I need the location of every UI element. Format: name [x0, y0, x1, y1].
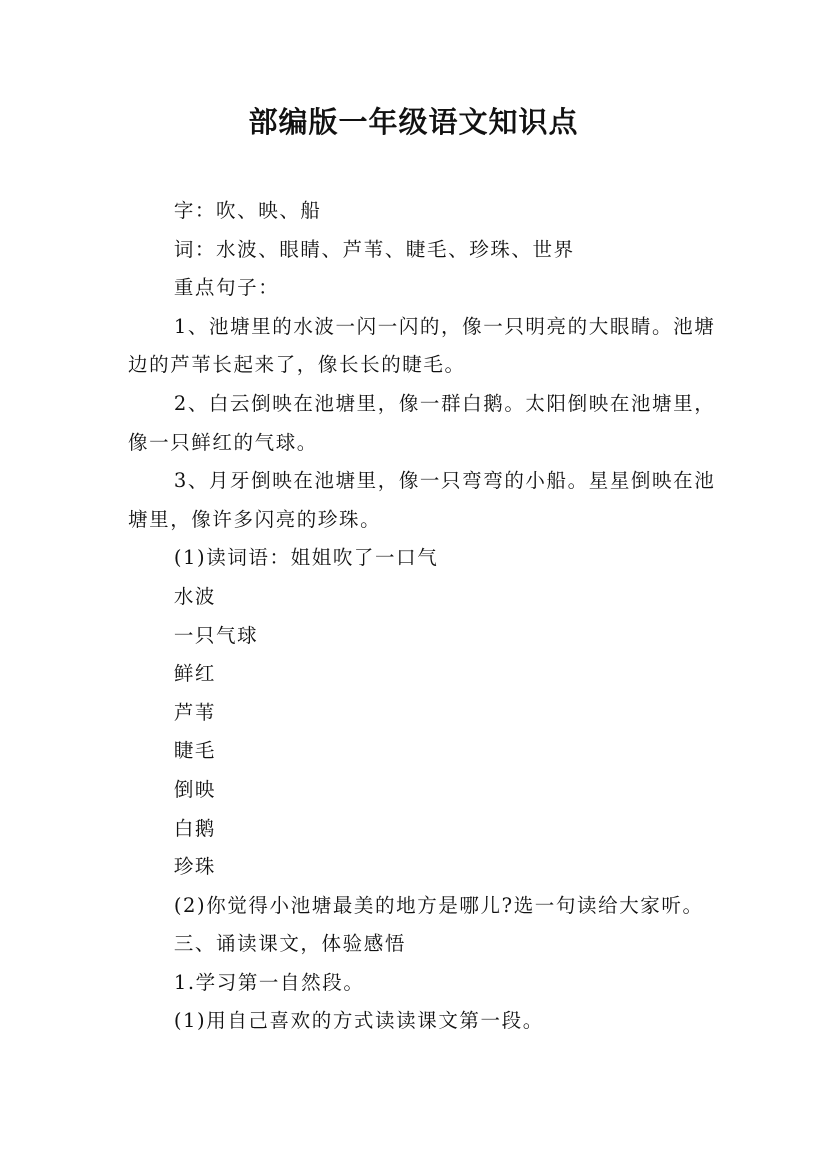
word-item: 芦苇 — [173, 700, 217, 724]
characters-line: 字：吹、映、船 — [173, 199, 322, 222]
document-title: 部编版一年级语文知识点 — [248, 105, 579, 139]
document-body — [128, 192, 728, 1041]
step-1: 1.学习第一自然段。 — [173, 970, 365, 994]
question-2: (2)你觉得小池塘最美的地方是哪儿?选一句读给大家听。 — [173, 893, 704, 917]
word-item: 白鹅 — [173, 816, 217, 840]
section-3-heading: 三、诵读课文，体验感悟 — [173, 932, 406, 956]
vocabulary-line: 词：水波、眼睛、芦苇、睫毛、珍珠、世界 — [173, 237, 575, 261]
word-item: 倒映 — [173, 777, 217, 801]
sentence-2: 2、白云倒映在池塘里，像一群白鹅。太阳倒映在池塘里，像一只鲜红的气球。 — [128, 391, 716, 454]
sentence-1: 1、池塘里的水波一闪一闪的，像一只明亮的大眼睛。池塘边的芦苇长起来了，像长长的睫毛。 — [128, 314, 716, 377]
sentence-3: 3、月牙倒映在池塘里，像一只弯弯的小船。星星倒映在池塘里，像许多闪亮的珍珠。 — [128, 469, 716, 531]
word-item: 水波 — [173, 584, 217, 608]
key-sentences-heading: 重点句子： — [173, 276, 280, 300]
word-item: 鲜红 — [173, 662, 217, 686]
word-item: 珍珠 — [173, 855, 217, 879]
step-1-1: (1)用自己喜欢的方式读读课文第一段。 — [173, 1009, 544, 1033]
word-item: 睫毛 — [173, 739, 217, 763]
read-words-instruction: (1)读词语：姐姐吹了一口气 — [173, 546, 439, 570]
word-item: 一只气球 — [173, 623, 259, 647]
